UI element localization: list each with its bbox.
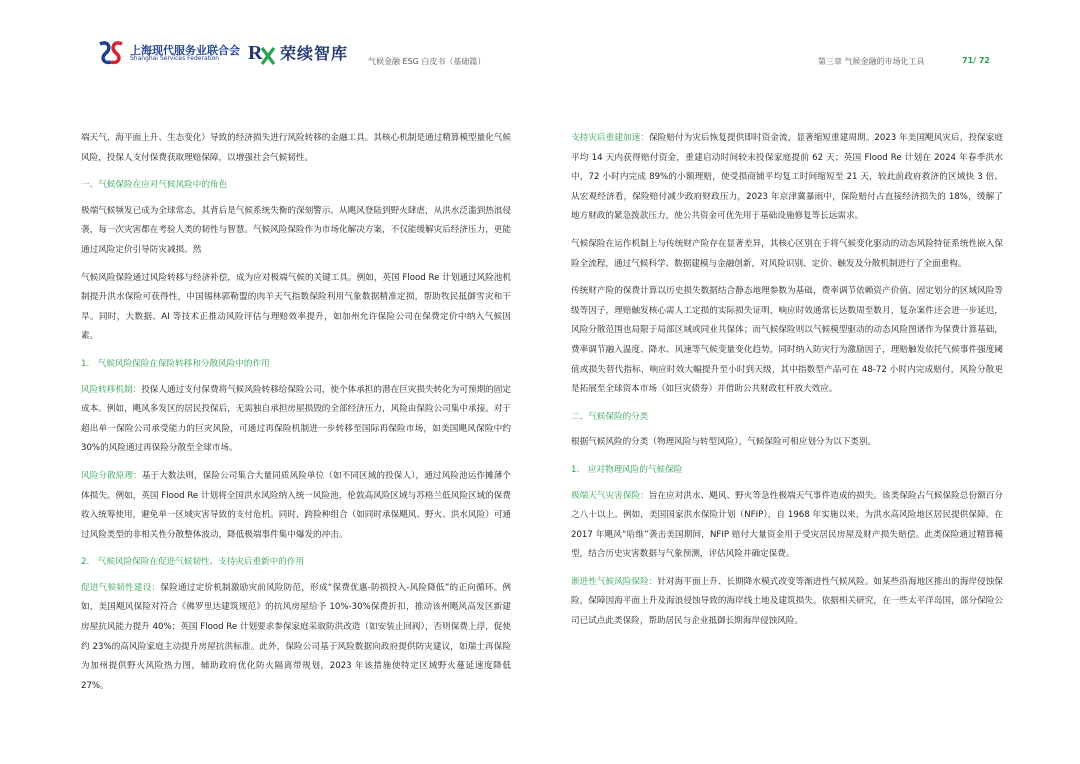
org1-name: 上海现代服务业联合会	[130, 44, 240, 57]
section-heading: 二、气候保险的分类	[571, 411, 649, 422]
document-title: 气候金融 ESG 白皮书（基础篇）	[368, 57, 486, 66]
paragraph-body: 保险通过定价机制激励灾前风险防范，形成“保费优惠-防损投入-风险降低”的正向循环。例如，美国飓风保险对符合《佛罗里达建筑规范》的抗风房屋给予 10%-30%保费折扣，推动该州飓风高发区新建房屋抗风能力提升 40%；英国 Flood Re 计划要求参保家庭采取防洪改造（如安装止回阀），否则保费上浮，促使约 23%的高风险家庭主动提升房屋抗洪标准。此外，保险公司基于风险数据向政府提供防灾建议，如瑞士再保险为加州提供野火风险热力图，辅助政府优化防火隔离带规划，2023 年该措施使特定区域野火蔓延速度降低 27%。	[81, 582, 511, 691]
org2-name: 荣续智库	[280, 44, 349, 63]
paragraph: 根据气候风险的分类（物理风险与转型风险），气候保险可相应划分为以下类别。	[571, 437, 877, 448]
paragraph-body: 针对海平面上升、长期降水模式改变等渐进性气候风险。如某些沿海地区推出的海岸侵蚀保险，保障因海平面上升及海浪侵蚀导致的海岸线土地及建筑损失。依据相关研究，在一些太平洋岛国，部分保险公司已试点此类保险，帮助居民与企业抵御长期海岸侵蚀风险。	[571, 576, 1003, 627]
page-header	[0, 0, 1080, 80]
section-heading: 一、气候保险在应对气候风险中的角色	[81, 180, 228, 191]
paragraph: 气候保险在运作机制上与传统财产险存在显著差异，其核心区别在于将气候变化驱动的动态风险特征系统性嵌入保险全流程，通过气候科学、数据建模与金融创新，对风险识别、定价、触发及分散机制进行了全面重构。	[571, 238, 1003, 269]
rx-logo	[248, 38, 363, 66]
ssf-logo-icon	[96, 40, 126, 66]
paragraph: 极端气候频发已成为全球常态，其背后是气候系统失衡的深刻警示。从飓风登陆到野火肆虐，从洪水泛滥到热浪侵袭，每一次灾害都在考验人类的韧性与智慧。气候风险保险作为市场化解决方案，不仅能缓解灾后经济压力，更能通过风险定价引导防灾减损。然	[81, 205, 511, 255]
paragraph-lead: 支持灾后重建加速：	[571, 133, 650, 143]
paragraph-lead: 风险分散原理：	[81, 470, 142, 481]
subsection-heading: 2. 气候风险保险在促进气候韧性、支持灾后重新中的作用	[81, 557, 305, 568]
left-column	[81, 129, 511, 704]
org1-english-name: Shanghai Services Federation	[130, 55, 220, 62]
paragraph	[81, 579, 511, 697]
paragraph-body: 投保人通过支付保费将气候风险转移给保险公司，使个体承担的潜在巨灾损失转化为可预期的固定成本。例如，飓风多发区的居民投保后，无需独自承担房屋损毁的全部经济压力，风险由保险公司集中承接。对于超出单一保险公司承受能力的巨灾风险，可通过再保险机制进一步转移至国际再保险市场，如美国飓风保险中约 30%的风险通过再保险分散至全球市场。	[81, 384, 511, 454]
rx-logo-icon	[248, 38, 276, 66]
chapter-title: 第三章 气候金融的市场化工具	[818, 57, 925, 66]
paragraph	[571, 129, 1003, 227]
paragraph-lead: 渐进性气候风险保险：	[571, 576, 658, 587]
paragraph-body: 旨在应对洪水、飓风、野火等急性极端天气事件造成的损失。该类保险占气候保险总份额百分之八十以上。例如，美国国家洪水保险计划（NFIP），自 1968 年实施以来，为洪水高风险地区居民提供保障。在 2017 年飓风“哈维”袭击美国期间，NFIP 赔付大量资金用于受灾居民房屋及财产损失赔偿。此类保险通过精算模型，结合历史灾害数据与气象预测，评估风险并确定保费。	[571, 490, 1003, 560]
paragraph	[81, 381, 511, 459]
paragraph-body: 基于大数法则，保险公司集合大量同质风险单位（如不同区域的投保人），通过风险池运作摊薄个体损失。例如，英国 Flood Re 计划将全国洪水风险纳入统一风险池，伦敦高风险区域与苏格兰低风险区域的保费收入统筹使用，避免单一区域灾害导致的支付危机。同时，跨险种组合（如同时承保飓风、野火、洪水风险）可通过风险类型的非相关性分散整体波动，降低极端事件集中爆发的冲击。	[81, 470, 511, 540]
paragraph: 气候风险保险通过风险转移与经济补偿，成为应对极端气候的关键工具。例如，英国 Flood Re 计划通过风险池机制提升洪水保险可获得性，中国锡林郭勒盟的肉羊天气指数保险利用气象数据精准定损，帮助牧民抵御雪灾和干旱。同时，大数据、AI 等技术正推动风险评估与理赔效率提升，如加州允许保险公司在保费定价中纳入气候因素。	[81, 272, 511, 342]
subsection-heading: 1. 应对物理风险的气候保险	[571, 464, 683, 475]
paragraph	[571, 573, 1003, 632]
paragraph-lead: 极端天气灾害保险：	[571, 490, 649, 501]
paragraph	[81, 467, 511, 545]
paragraph-lead: 促进气候韧性建设：	[81, 582, 161, 593]
ssf-logo	[96, 40, 246, 66]
paragraph: 端天气、海平面上升、生态变化）导致的经济损失进行风险转移的金融工具。其核心机制是通过精算模型量化气候风险，投保人支付保费获取理赔保障，以增强社会气候韧性。	[81, 133, 511, 163]
right-column	[571, 129, 1003, 640]
paragraph	[571, 487, 1003, 565]
svg-text:R: R	[248, 42, 263, 64]
paragraph-body: 保险赔付为灾后恢复提供即时资金流，显著缩短重建周期。2023 年美国飓风灾后，投保家庭平均 14 天内获得赔付资金，重建启动时间较未投保家庭提前 62 天；英国 Flood Re 计划在 2024 年春季洪水中，72 小时内完成 89%的小额理赔，使受损商铺平均复工时间缩短至 21 天，较此前政府救济的区域快 3 倍。从宏观经济看，保险赔付减少政府财政压力，2023 年京津冀暴雨中，保险赔付占直接经济损失的 18%，缓解了地方财政的紧急拨款压力，使公共资金可优先用于基础设施修复等长远需求。	[571, 133, 1003, 222]
subsection-heading: 1. 气候风险保险在保险转移和分散风险中的作用	[81, 358, 270, 369]
paragraph-lead: 风险转移机制：	[81, 384, 142, 395]
page-number: 71/ 72	[962, 56, 990, 65]
paragraph: 传统财产险的保费计算以历史损失数据结合静态地理参数为基础，费率调节依赖资产价值、固定划分的区域风险等级等因子，理赔触发核心需人工定损的实际损失证明，响应时效通常长达数周至数月，复杂案件还会进一步延迟，风险分散范围也局限于局部区域或同业共保体；而气候保险则以气候模型驱动的动态风险图谱作为保费计算基础，费率调节融入温度、降水、风速等气候变量变化趋势，同时纳入防灾行为激励因子，理赔触发依托气候事件强度阈值或损失替代指标，响应时效大幅提升至小时到天级，其中指数型产品可在 48-72 小时内完成赔付，风险分散更是拓展至全球资本市场（如巨灾债券）并借助公共财政杠杆放大效应。	[571, 286, 1003, 395]
